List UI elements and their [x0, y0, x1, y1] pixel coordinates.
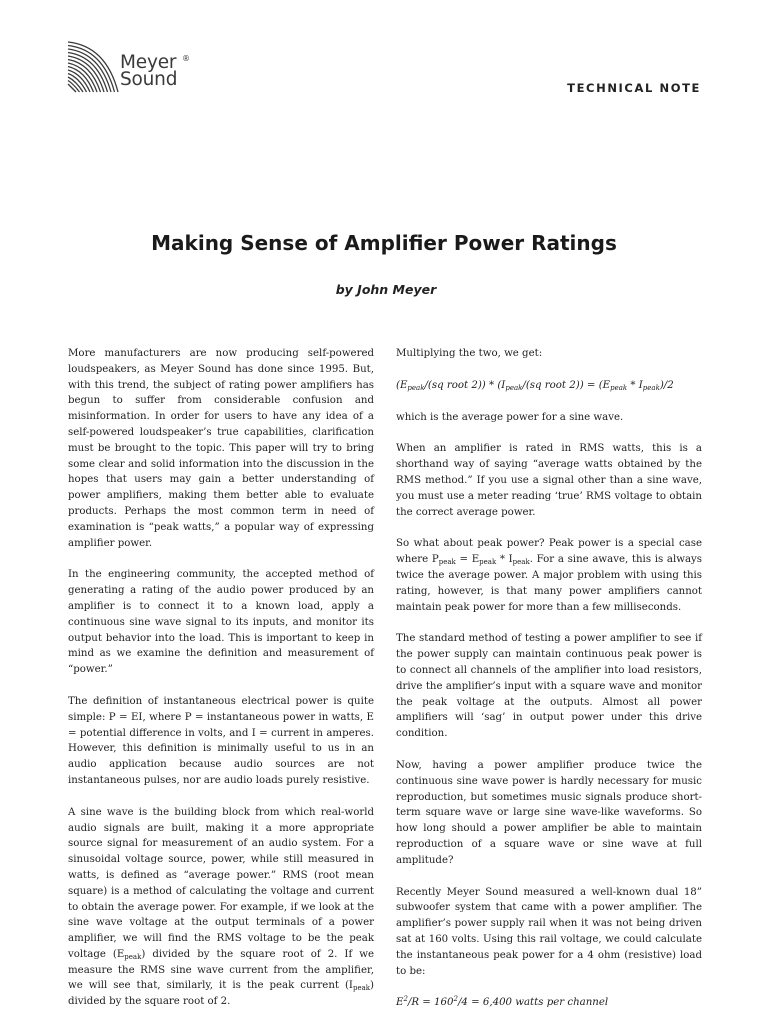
- left-column: [68, 346, 374, 1026]
- paragraph: When an amplifier is rated in RMS watts, this is a shorthand way of saying “average watts obtained by the RMS method.” If you use a signal other than a sine wave, you must use a meter reading ‘true’ RMS voltage to obtain the correct average power.: [396, 443, 702, 518]
- formula-average-power: ($E_{peak}/(sq$ root $2)) * (I_{peak}/(sq$ root $2)) = (E_{peak} * I_{peak})/2$: [396, 379, 674, 392]
- right-column: [396, 346, 702, 1027]
- paragraph: which is the average power for a sine wave.: [396, 411, 624, 423]
- formula-peak-power: $E^2/R = 160^2/4 = 6,400$ watts per channel: [396, 995, 609, 1009]
- paragraph: The definition of instantaneous electrical power is quite simple: P = EI, where P = instantaneous power in watts, E = potential difference in volts, and I = current in amperes. However, this definition is minimally useful to us in an audio application because audio sources are not instantaneous pulses, nor are audio loads purely resistive.: [68, 695, 374, 786]
- meyer-sound-logo: [66, 40, 196, 100]
- paragraph: So what about peak power? Peak power is a special case where $P_{peak} = E_{peak} * I_{peak}$. For a sine awave, this is always twice the average power. A major problem with using this rating, however, is that many power amplifiers cannot maintain peak power for more than a few milliseconds.: [396, 538, 702, 613]
- sound-wave-arcs-logo-icon: [66, 40, 122, 96]
- logo-word-meyer: Meyer: [120, 52, 177, 73]
- paragraph: The standard method of testing a power amplifier to see if the power supply can maintain continuous peak power is to connect all channels of the amplifier into load resistors, drive the amplifier’s input with a square wave and monitor the peak voltage at the outputs. Almost all power amplifiers will ‘sag’ in output power under this drive condition.: [396, 633, 702, 740]
- paragraph: A sine wave is the building block from which real-world audio signals are built, making it a more appropriate source signal for measurement of an audio system. For a sinusoidal voltage source, power, while still measured in watts, is defined as “average power.” RMS (root mean square) is a method of calculating the voltage and current to obtain the average power. For example, if we look at the sine wave voltage at the output terminals of a power amplifier, we will find the RMS voltage to be the peak voltage $(E_{peak})$ divided by the square root of 2. If we measure the RMS sine wave current from the amplifier, we will see that, similarly, it is the peak current $(I_{peak})$ divided by the square root of 2.: [68, 806, 374, 1008]
- paragraph: In the engineering community, the accepted method of generating a rating of the audio power produced by an amplifier is to connect it to a known load, apply a continuous sine wave signal to its inputs, and monitor its output behavior into the load. This is important to keep in mind as we examine the definition and measurement of “power.”: [68, 569, 374, 676]
- logo-wordmark: [120, 54, 177, 88]
- author-byline: by John Meyer: [335, 282, 437, 297]
- page-title: Making Sense of Amplifier Power Ratings: [151, 231, 617, 255]
- registered-mark: ®: [182, 54, 190, 63]
- section-label: TECHNICAL NOTE: [567, 81, 701, 95]
- paragraph: More manufacturers are now producing self-powered loudspeakers, as Meyer Sound has done since 1995. But, with this trend, the subject of rating power amplifiers has begun to suffer from considerable confusion and misinformation. In order for users to have any idea of a self-powered loudspeaker’s true capabilities, clarification must be brought to the topic. This paper will try to bring some clear and solid information into the discussion in the hopes that users may gain a better understanding of power amplifiers, making them better able to evaluate products. Perhaps the most common term in need of examination is “peak watts,” a popular way of expressing amplifier power.: [68, 348, 374, 549]
- paragraph: Multiplying the two, we get:: [396, 348, 543, 359]
- paragraph: Now, having a power amplifier produce twice the continuous sine wave power is hardly necessary for music reproduction, but sometimes music signals produce short-term square wave or large sine wave-like waveforms. So how long should a power amplifier be able to maintain reproduction of a square wave or sine wave at full amplitude?: [396, 759, 702, 866]
- paragraph: Recently Meyer Sound measured a well-known dual 18” subwoofer system that came with a power amplifier. The amplifier’s power supply rail when it was not being driven sat at 160 volts. Using this rail voltage, we could calculate the instantaneous peak power for a 4 ohm (resistive) load to be:: [396, 886, 702, 977]
- logo-word-sound: Sound: [120, 69, 178, 90]
